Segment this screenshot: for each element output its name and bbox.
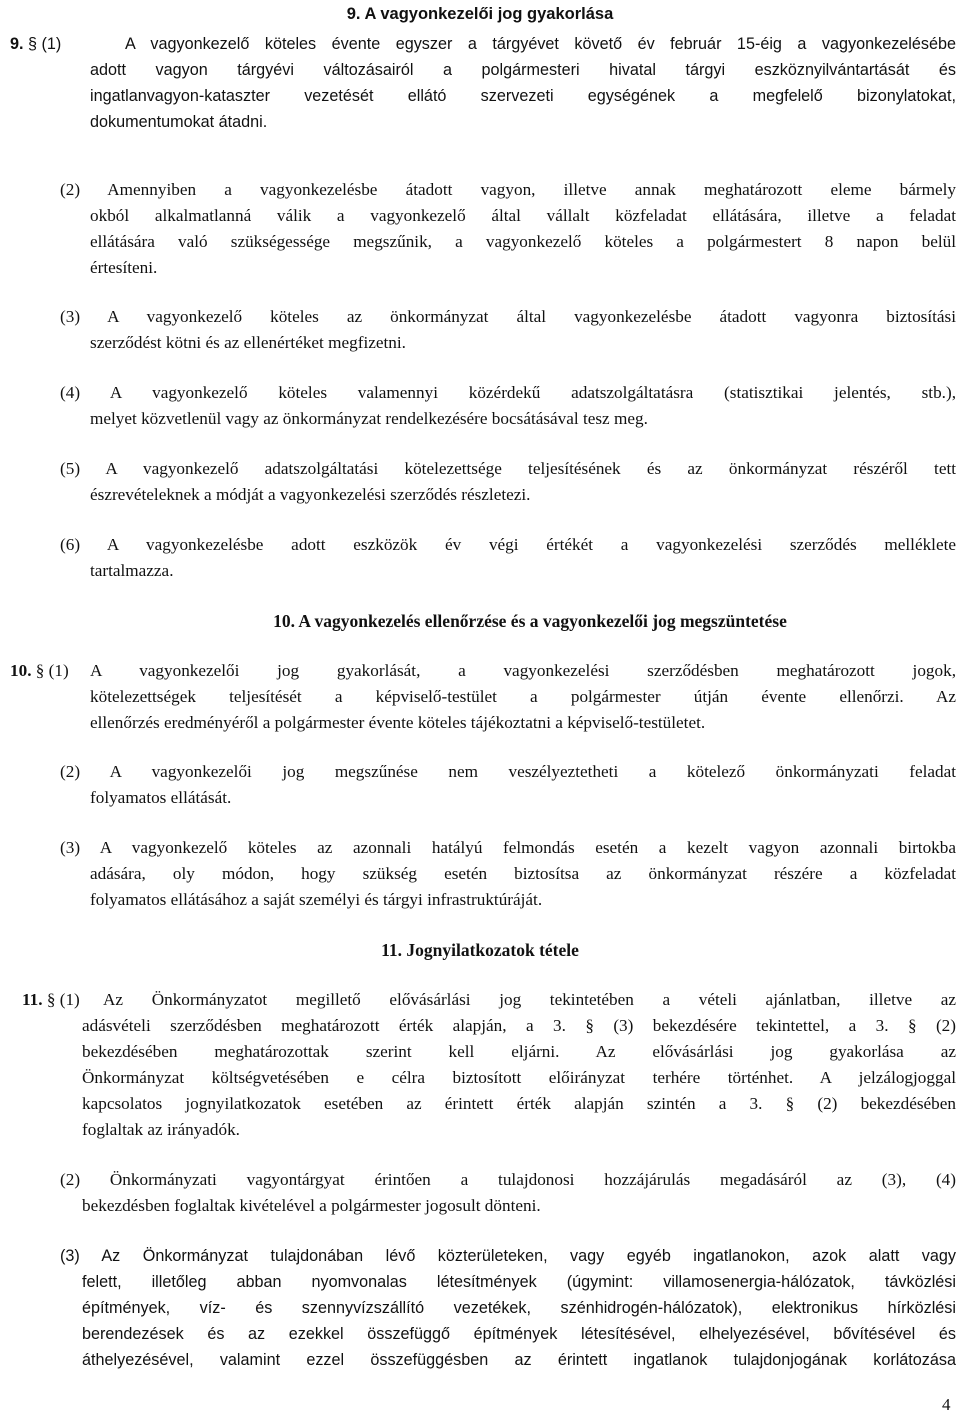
text-line: folyamatos ellátásához a saját személyi és tárgyi infrastruktúráját.	[90, 890, 543, 909]
paragraph-number: (1)	[48, 661, 69, 680]
paragraph-number: (1)	[59, 990, 80, 1009]
section-10-heading: 10. A vagyonkezelés ellenőrzése és a vagyonkezelői jog megszüntetése	[273, 611, 787, 631]
text-line: bekezdésében meghatározottak szerint kell eljárni. Az elővásárlási jog gyakorlása az	[82, 1042, 956, 1061]
text-line: ellenőrzés eredményéről a polgármester évente köteles tájékoztatni a képviselő-testületet.	[90, 713, 706, 732]
paragraph-number: (1)	[41, 35, 62, 53]
section-10-number: 10.	[10, 661, 32, 680]
text-line: (2) Amennyiben a vagyonkezelésbe átadott vagyon, illetve annak meghatározott eleme bármely	[60, 180, 956, 199]
section-10-lead	[10, 659, 69, 683]
section-11-heading: 11. Jognyilatkozatok tétele	[381, 940, 579, 960]
text-line: (3) A vagyonkezelő köteles az önkormányzat által vagyonkezelésbe átadott vagyonra biztosítási	[60, 307, 956, 326]
text-line: (2) Önkormányzati vagyontárgyat érintően a tulajdonosi hozzájárulás megadásáról az (3), (4)	[60, 1170, 956, 1189]
section-9-lead	[10, 32, 61, 56]
text-line: A vagyonkezelő köteles évente egyszer a tárgyévet követő év február 15-éig a vagyonkezelésébe	[125, 35, 956, 53]
text-line: (5) A vagyonkezelő adatszolgáltatási kötelezettsége teljesítésének és az önkormányzat részéről tett	[60, 459, 956, 478]
text-line: tartalmazza.	[90, 561, 174, 580]
section-11-number: 11.	[22, 990, 43, 1009]
text-line: Az Önkormányzatot megillető elővásárlási jog tekintetében a vételi ajánlatban, illetve az	[103, 990, 956, 1009]
text-line: A vagyonkezelői jog gyakorlását, a vagyonkezelési szerződésben meghatározott jogok,	[90, 661, 956, 680]
text-line: (2) A vagyonkezelői jog megszűnése nem veszélyeztetheti a kötelező önkormányzati feladat	[60, 762, 956, 781]
text-line: foglaltak az irányadók.	[82, 1120, 240, 1139]
text-line: felett, illetőleg abban nyomvonalas létesítmények (úgymint: villamosenergia-hálózatok, távközlési	[82, 1273, 956, 1291]
text-line: (3) A vagyonkezelő köteles az azonnali hatályú felmondás esetén a kezelt vagyon azonnali birtokba	[60, 838, 956, 857]
text-line: (4) A vagyonkezelő köteles valamennyi közérdekű adatszolgáltatásra (statisztikai jelentés, stb.),	[60, 383, 956, 402]
text-line: melyet közvetlenül vagy az önkormányzat rendelkezésére bocsátásával tesz meg.	[90, 409, 648, 428]
text-line: bekezdésben foglaltak kivételével a polgármester jogosult dönteni.	[82, 1196, 541, 1215]
text-line: ellátására való szükségessége megszűnik, a vagyonkezelő köteles a polgármestert 8 napon belül	[90, 232, 956, 251]
text-line: áthelyezésével, valamint ezzel összefüggésben az érintett ingatlanok tulajdonjogának korlátozása	[82, 1351, 956, 1369]
text-line: adott vagyon tárgyévi változásairól a polgármesteri hivatal tárgyi eszköznyilvántartását és	[90, 61, 956, 79]
text-line: szerződést kötni és az ellenértéket megfizetni.	[90, 333, 406, 352]
text-line: észrevételeknek a módját a vagyonkezelési szerződés részletezi.	[90, 485, 531, 504]
text-line: építmények, víz- és szennyvízszállító vezetékek, szénhidrogén-hálózatok), elektronikus hírközlési	[82, 1299, 956, 1317]
section-symbol: §	[28, 35, 38, 53]
text-line: Önkormányzat költségvetésében e célra biztosított előirányzat terhére történhet. A jelzálogjoggal	[82, 1068, 956, 1087]
section-symbol: §	[35, 661, 45, 680]
section-11-lead	[22, 988, 80, 1012]
text-line: dokumentumokat átadni.	[90, 113, 268, 131]
text-line: folyamatos ellátását.	[90, 788, 232, 807]
page-number: 4	[942, 1395, 951, 1414]
section-9-number: 9.	[10, 35, 24, 53]
text-line: ingatlanvagyon-kataszter vezetését ellátó szervezeti egységének a megfelelő bizonylatokat,	[90, 87, 956, 105]
text-line: kötelezettségek teljesítését a képviselő-testület a polgármester útján évente ellenőrzi. Az	[90, 687, 956, 706]
section-9-heading: 9. A vagyonkezelői jog gyakorlása	[346, 5, 614, 23]
text-line: (3) Az Önkormányzat tulajdonában lévő közterületeken, vagy egyéb ingatlanokon, azok alatt vagy	[60, 1247, 956, 1265]
text-line: okból alkalmatlanná válik a vagyonkezelő által vállalt közfeladat ellátására, illetve a feladat	[90, 206, 956, 225]
text-line: adásvételi szerződésben meghatározott érték alapján, a 3. § (3) bekezdésére tekintettel, a 3. § (2)	[82, 1016, 956, 1035]
text-line: kapcsolatos jognyilatkozatok esetében az érintett érték alapján szintén a 3. § (2) bekezdésében	[82, 1094, 956, 1113]
text-line: berendezések és az ezekkel összefüggő építmények létesítésével, elhelyezésével, bővítésével és	[82, 1325, 956, 1343]
text-line: értesíteni.	[90, 258, 158, 277]
text-line: (6) A vagyonkezelésbe adott eszközök év végi értékét a vagyonkezelési szerződés melléklete	[60, 535, 956, 554]
text-line: adására, oly módon, hogy szükség esetén biztosítsa az önkormányzat részére a közfeladat	[90, 864, 956, 883]
section-symbol: §	[46, 990, 56, 1009]
